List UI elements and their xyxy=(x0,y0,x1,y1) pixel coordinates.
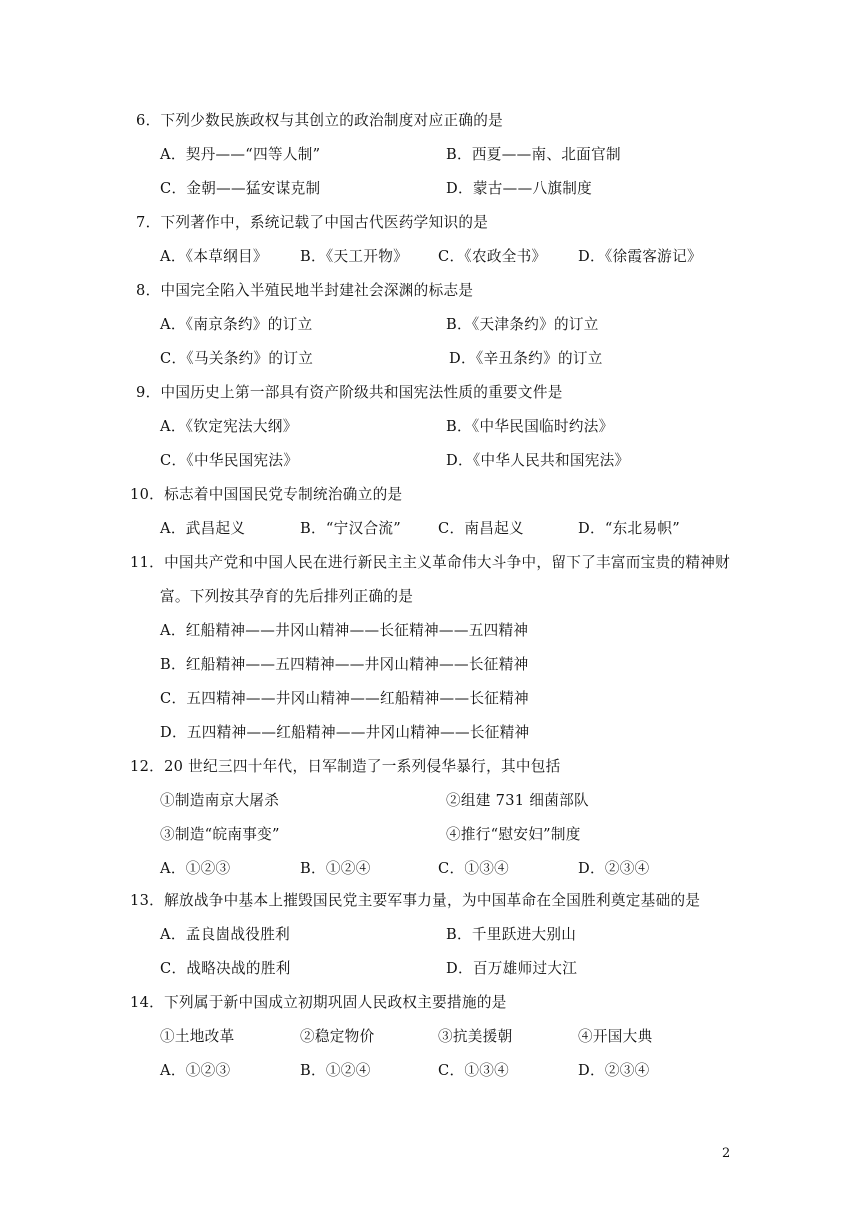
option-d: D．②③④ xyxy=(578,1062,650,1079)
question-11-stem-continued: 富。下列按其孕育的先后排列正确的是 xyxy=(160,588,414,605)
option-a: A．①②③ xyxy=(160,860,231,877)
statement-item: ④推行“慰安妇”制度 xyxy=(446,826,581,843)
question-8-stem xyxy=(136,281,473,301)
statement-item: ①土地改革 xyxy=(160,1028,235,1045)
question-number: 6． xyxy=(136,112,161,129)
option-c: C．金朝——猛安谋克制 xyxy=(160,180,321,197)
question-text: 标志着中国国民党专制统治确立的是 xyxy=(164,486,403,503)
question-number: 9． xyxy=(136,384,161,401)
option-a: A．红船精神——井冈山精神——长征精神——五四精神 xyxy=(160,622,529,639)
statement-item: ③制造“皖南事变” xyxy=(160,826,280,843)
question-number: 8． xyxy=(136,282,161,299)
option-b: B．西夏——南、北面官制 xyxy=(446,146,621,163)
question-9-stem xyxy=(136,383,563,403)
question-text: 解放战争中基本上摧毁国民党主要军事力量，为中国革命在全国胜利奠定基础的是 xyxy=(164,892,701,909)
option-a: A．《南京条约》的订立 xyxy=(160,316,313,333)
option-d: D．②③④ xyxy=(578,860,650,877)
question-13-stem xyxy=(130,891,700,911)
question-10-stem xyxy=(130,485,402,505)
question-text: 下列属于新中国成立初期巩固人民政权主要措施的是 xyxy=(164,994,507,1011)
question-number: 7． xyxy=(136,214,161,231)
option-b: B．红船精神——五四精神——井冈山精神——长征精神 xyxy=(160,656,529,673)
option-c: C．战略决战的胜利 xyxy=(160,960,291,977)
option-d: D．《中华人民共和国宪法》 xyxy=(446,452,630,469)
option-c: C．①③④ xyxy=(438,860,510,877)
statement-item: ①制造南京大屠杀 xyxy=(160,792,280,809)
option-a: A．《钦定宪法大纲》 xyxy=(160,418,298,435)
question-text: 下列著作中，系统记载了中国古代医药学知识的是 xyxy=(160,214,489,231)
option-c: C．《中华民国宪法》 xyxy=(160,452,299,469)
question-11-stem xyxy=(130,553,730,573)
option-a: A．《本草纲目》 xyxy=(160,248,268,265)
option-c: C．五四精神——井冈山精神——红船精神——长征精神 xyxy=(160,690,529,707)
question-number: 10． xyxy=(130,486,165,503)
statement-item: ③抗美援朝 xyxy=(438,1028,513,1045)
option-b: B．“宁汉合流” xyxy=(300,520,402,537)
option-c: C．《马关条约》的订立 xyxy=(160,350,314,367)
option-b: B．①②④ xyxy=(300,860,371,877)
question-text: 中国完全陷入半殖民地半封建社会深渊的标志是 xyxy=(160,282,474,299)
question-number: 11． xyxy=(130,554,165,571)
statement-item: ②组建 731 细菌部队 xyxy=(446,792,589,809)
question-7-stem xyxy=(136,213,488,233)
question-number: 14． xyxy=(130,994,165,1011)
option-d: D．《徐霞客游记》 xyxy=(578,248,702,265)
page-number: 2 xyxy=(722,1146,731,1161)
statement-item: ②稳定物价 xyxy=(300,1028,375,1045)
option-d: D．《辛丑条约》的订立 xyxy=(449,350,603,367)
option-d: D．蒙古——八旗制度 xyxy=(446,180,593,197)
question-text: 20 世纪三四十年代，日军制造了一系列侵华暴行，其中包括 xyxy=(164,758,561,775)
option-b: B．①②④ xyxy=(300,1062,371,1079)
question-6-stem xyxy=(136,111,503,131)
question-number: 13． xyxy=(130,892,165,909)
option-a: A．武昌起义 xyxy=(160,520,246,537)
option-b: B．《天工开物》 xyxy=(300,248,408,265)
option-b: B．《天津条约》的订立 xyxy=(446,316,599,333)
option-a: A．契丹——“四等人制” xyxy=(160,146,321,163)
option-a: A．孟良崮战役胜利 xyxy=(160,926,290,943)
question-number: 12． xyxy=(130,758,165,775)
option-d: D．“东北易帜” xyxy=(578,520,680,537)
option-c: C．①③④ xyxy=(438,1062,510,1079)
option-b: B．《中华民国临时约法》 xyxy=(446,418,614,435)
question-14-stem xyxy=(130,993,507,1013)
statement-item: ④开国大典 xyxy=(578,1028,653,1045)
option-d: D．五四精神——红船精神——井冈山精神——长征精神 xyxy=(160,724,530,741)
option-d: D．百万雄师过大江 xyxy=(446,960,578,977)
option-a: A．①②③ xyxy=(160,1062,231,1079)
option-c: C．《农政全书》 xyxy=(438,248,547,265)
option-b: B．千里跃进大别山 xyxy=(446,926,577,943)
question-text: 中国历史上第一部具有资产阶级共和国宪法性质的重要文件是 xyxy=(160,384,563,401)
option-c: C．南昌起义 xyxy=(438,520,524,537)
question-text: 中国共产党和中国人民在进行新民主主义革命伟大斗争中，留下了丰富而宝贵的精神财 xyxy=(164,554,731,571)
question-text: 下列少数民族政权与其创立的政治制度对应正确的是 xyxy=(160,112,504,129)
question-12-stem xyxy=(130,757,561,777)
